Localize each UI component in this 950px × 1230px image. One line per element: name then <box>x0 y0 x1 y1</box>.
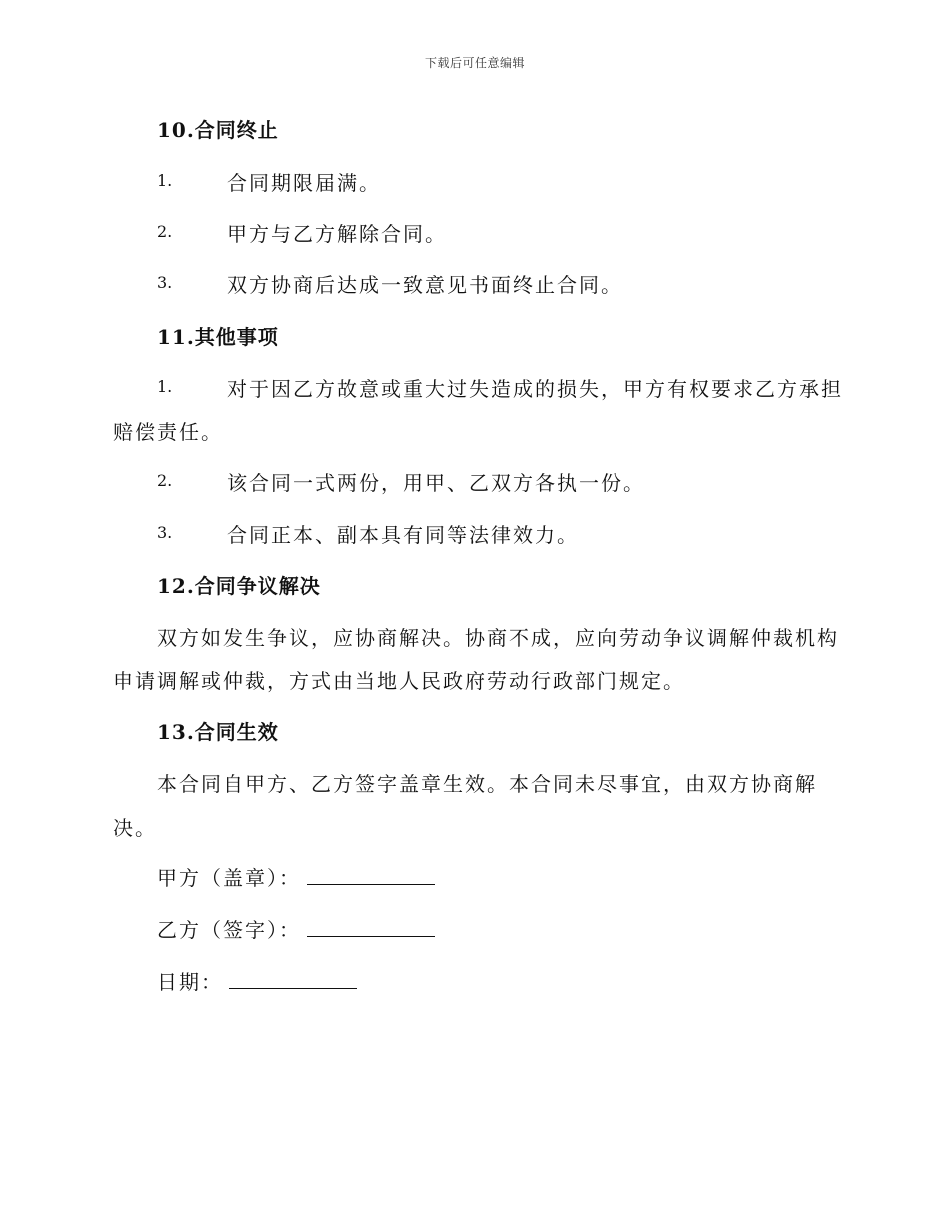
party-a-label: 甲方（盖章）： <box>157 866 301 890</box>
list-number: 3. <box>157 273 173 292</box>
party-b-signature-row <box>157 914 435 943</box>
header-note: 下载后可任意编辑 <box>424 56 525 70</box>
party-a-signature-line[interactable] <box>307 883 435 885</box>
list-number: 3. <box>157 523 173 542</box>
date-line[interactable] <box>229 987 357 989</box>
list-item-text: 双方协商后达成一致意见书面终止合同。 <box>227 273 623 297</box>
list-number: 2. <box>157 222 173 241</box>
list-number: 2. <box>157 471 173 490</box>
section-title-termination: 10.合同终止 <box>157 118 279 142</box>
paragraph-line: 本合同自甲方、乙方签字盖章生效。本合同未尽事宜，由双方协商解 <box>157 772 817 796</box>
list-item-text-continuation: 赔偿责任。 <box>113 420 223 444</box>
list-number: 1. <box>157 171 173 190</box>
list-item-text: 甲方与乙方解除合同。 <box>227 222 447 246</box>
date-row <box>157 966 357 995</box>
list-number: 1. <box>157 377 173 396</box>
party-b-signature-line[interactable] <box>307 935 435 937</box>
party-b-label: 乙方（签字）： <box>157 918 301 942</box>
section-title-other-matters: 11.其他事项 <box>157 325 279 349</box>
list-item-text: 该合同一式两份，用甲、乙双方各执一份。 <box>227 471 645 495</box>
party-a-signature-row <box>157 862 435 891</box>
list-item-text: 合同正本、副本具有同等法律效力。 <box>227 523 579 547</box>
list-item-text: 对于因乙方故意或重大过失造成的损失，甲方有权要求乙方承担 <box>227 377 843 401</box>
paragraph-line: 申请调解或仲裁，方式由当地人民政府劳动行政部门规定。 <box>113 669 685 693</box>
section-title-dispute-resolution: 12.合同争议解决 <box>157 574 321 598</box>
section-title-effectiveness: 13.合同生效 <box>157 720 279 744</box>
paragraph-line: 决。 <box>113 816 157 840</box>
list-item-text: 合同期限届满。 <box>227 171 381 195</box>
paragraph-line: 双方如发生争议，应协商解决。协商不成，应向劳动争议调解仲裁机构 <box>157 626 839 650</box>
date-label: 日期： <box>157 970 223 994</box>
